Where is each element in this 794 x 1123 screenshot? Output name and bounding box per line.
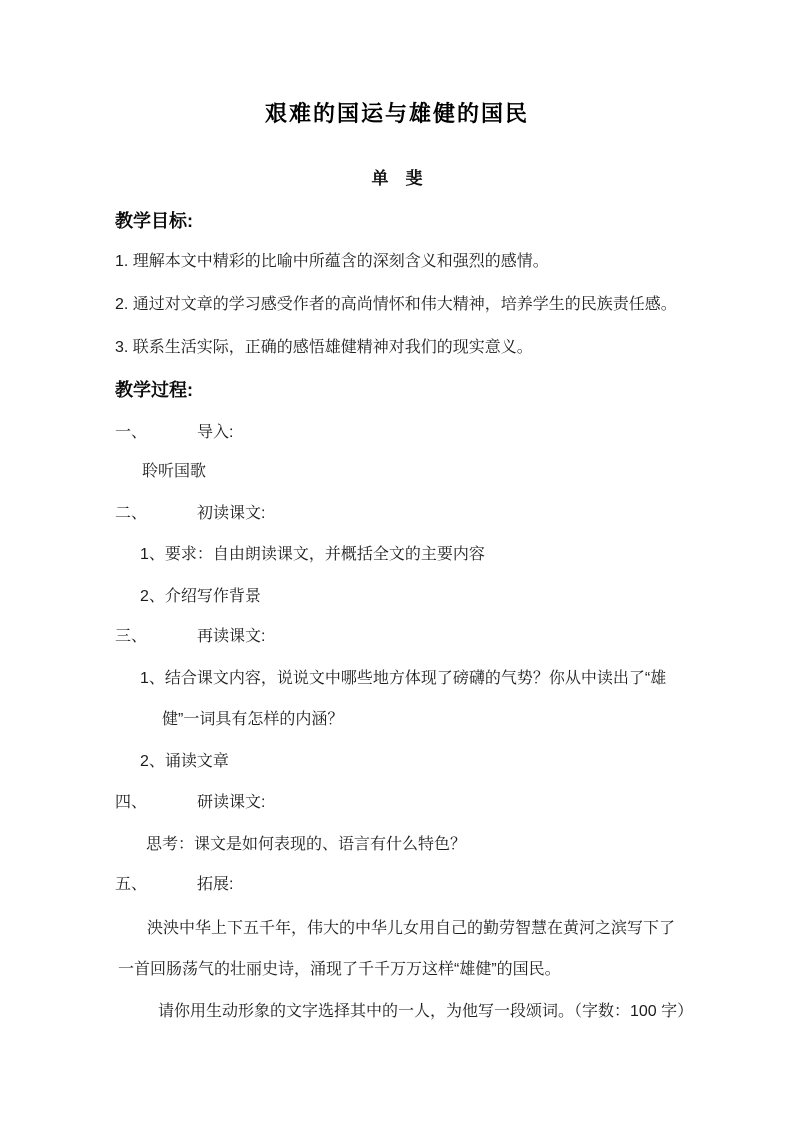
step-label: 拓展:	[197, 876, 234, 893]
objective-item: 3. 联系生活实际，正确的感悟雄健精神对我们的现实意义。	[115, 339, 533, 356]
step-line: 请你用生动形象的文字选择其中的一人，为他写一段颂词。（字数：100 字）	[158, 1003, 694, 1020]
step-line: 1、要求：自由朗读课文，并概括全文的主要内容	[140, 546, 485, 563]
step-label: 研读课文:	[197, 794, 266, 811]
step-line: 2、介绍写作背景	[140, 588, 261, 605]
step-line: 思考：课文是如何表现的、语言有什么特色？	[146, 836, 467, 853]
doc-title: 艰难的国运与雄健的国民	[264, 101, 529, 126]
step-line: 1、结合课文内容，说说文中哪些地方体现了磅礴的气势？你从中读出了“雄	[140, 670, 667, 687]
process-heading: 教学过程:	[115, 380, 193, 400]
step-line: 泱泱中华上下五千年，伟大的中华儿女用自己的勤劳智慧在黄河之滨写下了	[147, 920, 676, 937]
doc-author: 单 斐	[371, 169, 423, 188]
step-label: 再读课文:	[197, 628, 266, 645]
step-row	[115, 793, 265, 813]
objective-item: 2. 通过对文章的学习感受作者的高尚情怀和伟大精神，培养学生的民族责任感。	[115, 296, 677, 313]
step-row	[115, 504, 265, 524]
step-number: 五、	[115, 876, 148, 893]
step-row	[115, 627, 265, 647]
step-number: 一、	[115, 424, 148, 441]
step-number: 四、	[115, 794, 148, 811]
step-row	[115, 875, 233, 895]
step-label: 导入:	[197, 424, 234, 441]
step-number: 二、	[115, 505, 148, 522]
step-label: 初读课文:	[197, 505, 266, 522]
step-line: 一首回肠荡气的壮丽史诗，涌现了千千万万这样“雄健”的国民。	[118, 961, 561, 978]
step-line: 2、诵读文章	[140, 753, 229, 770]
step-line: 聆听国歌	[142, 463, 207, 480]
step-row	[115, 423, 233, 443]
step-line: 健”一词具有怎样的内涵？	[162, 711, 344, 728]
objectives-heading: 教学目标:	[115, 211, 193, 231]
objective-item: 1. 理解本文中精彩的比喻中所蕴含的深刻含义和强烈的感情。	[115, 253, 549, 270]
step-number: 三、	[115, 628, 148, 645]
